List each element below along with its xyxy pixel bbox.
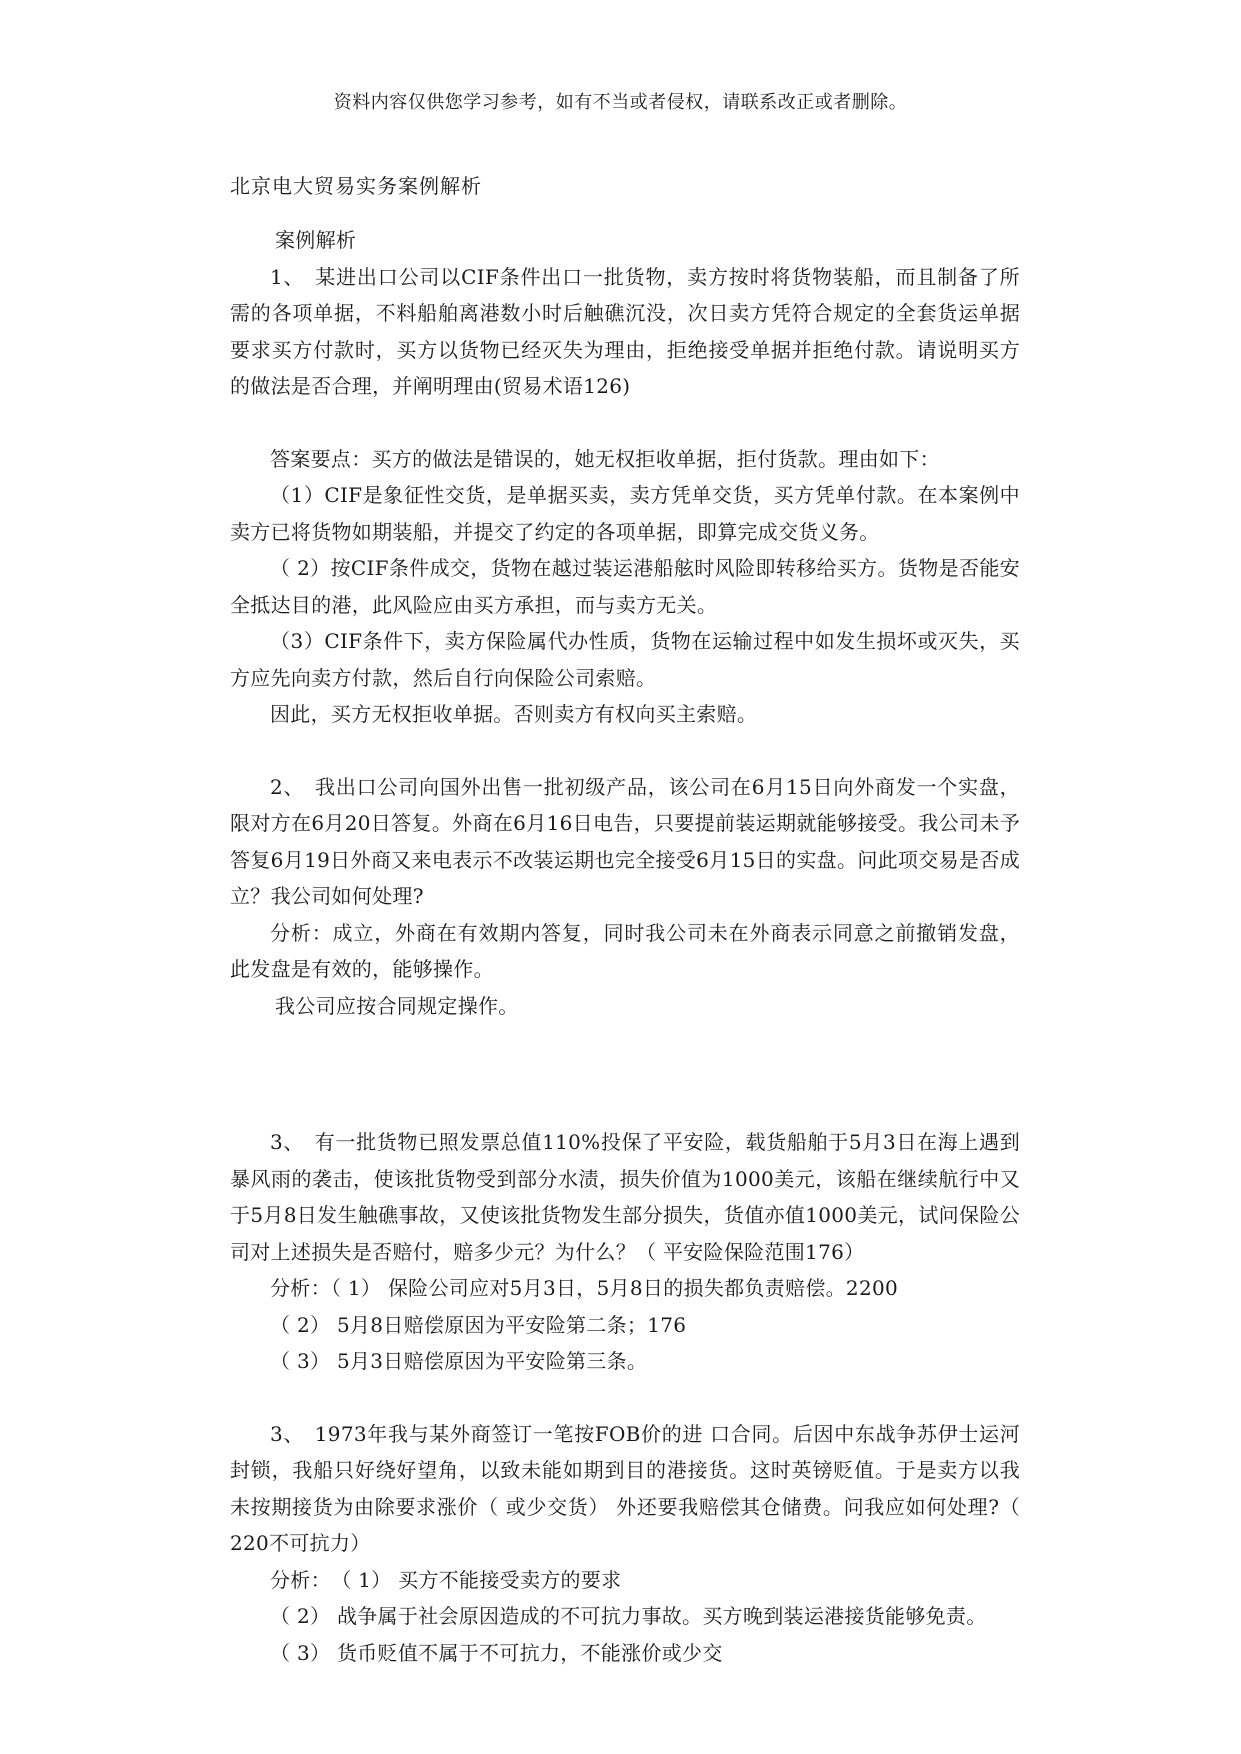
case1-question: 1、 某进出口公司以CIF条件出口一批货物，卖方按时将货物装船，而且制备了所需的各项单据，不料船舶离港数小时后触礁沉没，次日卖方凭符合规定的全套货运单据要求买方付款时，买方以货物已经灭失为理由，拒绝接受单据并拒绝付款。请说明买方的做法是否合理，并阐明理由(贸易术语126) [230,264,1020,398]
case2-analysis: 分析：成立，外商在有效期内答复，同时我公司未在外商表示同意之前撤销发盘，此发盘是有效的，能够操作。 [230,920,1020,981]
case3-question: 3、 有一批货物已照发票总值110%投保了平安险，载货船舶于5月3日在海上遇到暴风雨的袭击，使该批货物受到部分水渍，损失价值为1000美元，该船在继续航行中又于5月8日发生触礁事故，又使该批货物发生部分损失，货值亦值1000美元，试问保险公司对上述损失是否赔付，赔多少元？为什么？（ 平安险保险范围176） [230,1130,1020,1264]
case1-conclusion: 因此，买方无权拒收单据。否则卖方有权向买主索赔。 [270,702,758,726]
section-label: 案例解析 [275,228,357,252]
case2-action: 我公司应按合同规定操作。 [275,993,519,1018]
case4-question: 3、 1973年我与某外商签订一笔按FOB价的进 口合同。后因中东战争苏伊士运河封锁，我船只好绕好望角，以致未能如期到目的港接货。这时英镑贬值。于是卖方以我未按期接货为由除要求涨价（ 或少交货） 外还要我赔偿其仓储费。问我应如何处理?（ 220不可抗力） [230,1421,1020,1555]
document-title: 北京电大贸易实务案例解析 [230,174,482,198]
case1-answer-intro: 答案要点：买方的做法是错误的，她无权拒收单据，拒付货款。理由如下： [270,446,940,471]
case4-analysis2: （ 2） 战争属于社会原因造成的不可抗力事故。买方晚到装运港接货能够免责。 [270,1604,987,1628]
case1-point3: （3）CIF条件下，卖方保险属代办性质，货物在运输过程中如发生损坏或灭失，买方应先向卖方付款，然后自行向保险公司索赔。 [230,629,1020,690]
case4-analysis1: 分析： （ 1） 买方不能接受卖方的要求 [270,1567,622,1592]
case2-question: 2、 我出口公司向国外出售一批初级产品，该公司在6月15日向外商发一个实盘，限对方在6月20日答复。外商在6月16日电告，只要提前装运期就能够接受。我公司未予答复6月19日外商又来电表示不改装运期也完全接受6月15日的实盘。问此项交易是否成立？我公司如何处理? [230,774,1020,908]
case1-point1: （1）CIF是象征性交货，是单据买卖，卖方凭单交货，买方凭单付款。在本案例中卖方已将货物如期装船，并提交了约定的各项单据，即算完成交货义务。 [230,483,1020,544]
case3-analysis1: 分析：（ 1） 保险公司应对5月3日，5月8日的损失都负责赔偿。2200 [270,1276,899,1300]
document-body [230,222,1020,1671]
case3-analysis3: （ 3） 5月3日赔偿原因为平安险第三条。 [270,1349,648,1373]
case4-analysis3: （ 3） 货币贬值不属于不可抗力，不能涨价或少交 [270,1640,723,1665]
case3-analysis2: （ 2） 5月8日赔偿原因为平安险第二条；176 [270,1312,687,1337]
case1-point2: （ 2）按CIF条件成交，货物在越过装运港船舷时风险即转移给买方。货物是否能安全抵达目的港，此风险应由买方承担，而与卖方无关。 [230,556,1020,617]
header-disclaimer: 资料内容仅供您学习参考，如有不当或者侵权，请联系改正或者删除。 [333,92,908,113]
